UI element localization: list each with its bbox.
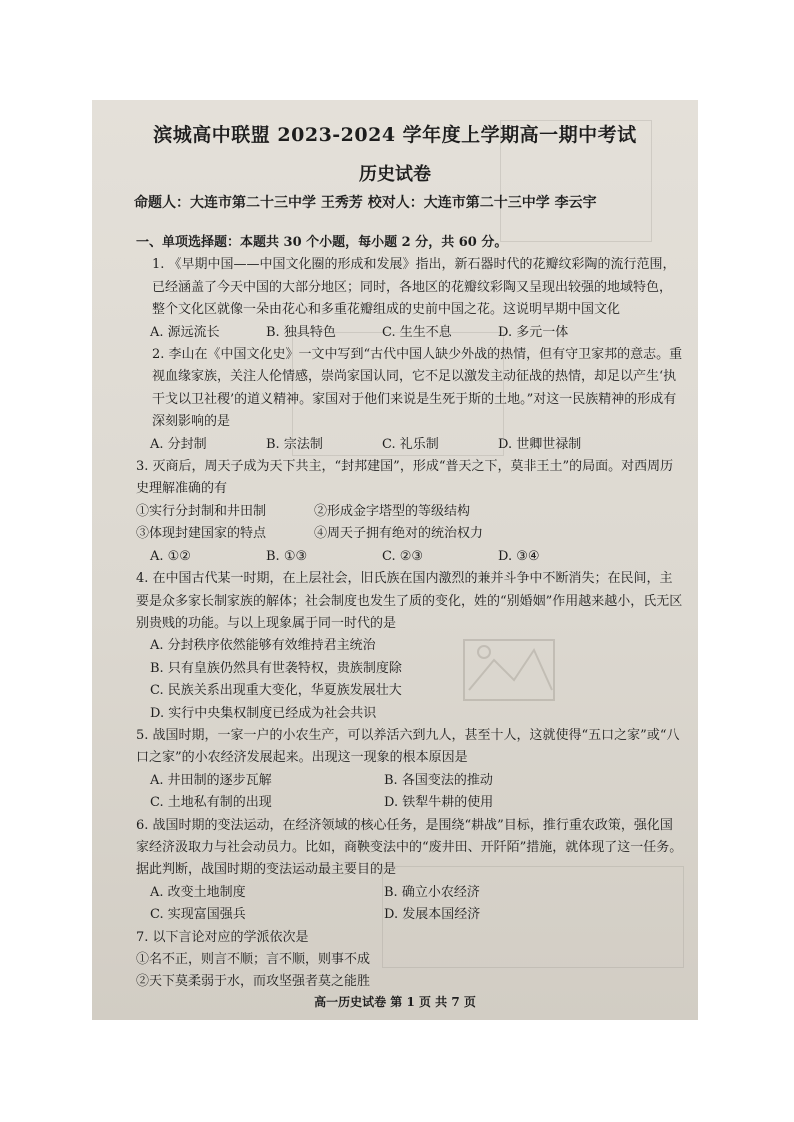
question-1-options — [136, 322, 684, 344]
question-3-statements-row1 — [136, 501, 684, 523]
question-2-stem: 2. 李山在《中国文化史》一文中写到“古代中国人缺少外战的热情，但有守卫家邦的意志。重视血缘家族，关注人伦情感，崇尚家国认同，它不足以激发主动征战的热情，却足以产生‘执干戈以卫社稷’的道义精神。家国对于他们来说是生死于斯的土地。”对这一民族精神的形成有深刻影响的是 — [152, 347, 683, 430]
question-5-options-row1 — [136, 770, 684, 792]
question-6-stem: 6. 战国时期的变法运动，在经济领域的核心任务，是围绕“耕战”目标，推行重农政策，强化国家经济汲取力与社会动员力。比如，商鞅变法中的“废井田、开阡陌”措施，就体现了这一任务。据此判断，战国时期的变法运动最主要目的是 — [136, 817, 683, 878]
option-c: C. 生生不息 — [382, 324, 452, 340]
option-c: C. 土地私有制的出现 — [150, 795, 272, 811]
question-1-stem: 1. 《早期中国——中国文化圈的形成和发展》指出，新石器时代的花瓣纹彩陶的流行范围，已经涵盖了今天中国的大部分地区；同时，各地区的花瓣纹彩陶又呈现出较强的地域特色，整个文化区就像一朵由花心和多重花瓣组成的史前中国之花。这说明早期中国文化 — [152, 257, 676, 318]
question-6-options-row2 — [136, 904, 684, 926]
statement-1: ①实行分封制和井田制 — [136, 503, 267, 519]
question-3-options — [136, 546, 684, 568]
statement-3: ③体现封建国家的特点 — [136, 526, 267, 542]
question-4-option-c: C. 民族关系出现重大变化，华夏族发展壮大 — [150, 683, 402, 699]
exam-subtitle: 历史试卷 — [359, 164, 431, 185]
question-7-statement-1: ①名不正，则言不顺；言不顺，则事不成 — [136, 952, 371, 967]
exam-authors: 命题人：大连市第二十三中学 王秀芳 校对人：大连市第二十三中学 李云宇 — [134, 195, 597, 211]
section-heading: 一、单项选择题：本题共 30 个小题，每小题 2 分，共 60 分。 — [136, 235, 508, 250]
question-4-option-b: B. 只有皇族仍然具有世袭特权，贵族制度除 — [150, 660, 402, 676]
option-a: A. 改变土地制度 — [150, 884, 246, 900]
option-a: A. 分封制 — [150, 436, 207, 452]
option-d: D. 多元一体 — [498, 324, 569, 340]
option-d: D. 世卿世禄制 — [498, 436, 582, 452]
question-6-options-row1 — [136, 882, 684, 904]
option-a: A. 源远流长 — [150, 324, 220, 340]
question-4-option-a: A. 分封秩序依然能够有效维持君主统治 — [150, 638, 376, 654]
option-b: B. 确立小农经济 — [384, 884, 480, 900]
option-a: A. 井田制的逐步瓦解 — [150, 772, 272, 788]
question-5-options-row2 — [136, 792, 684, 814]
exam-photo — [92, 100, 698, 1020]
exam-title: 滨城高中联盟 2023-2024 学年度上学期高一期中考试 — [153, 124, 637, 146]
question-list — [136, 232, 684, 994]
option-d: D. 发展本国经济 — [384, 907, 481, 923]
option-b: B. 各国变法的推动 — [384, 772, 493, 788]
question-7-stem: 7. 以下言论对应的学派依次是 — [136, 929, 309, 945]
option-d: D. 铁犁牛耕的使用 — [384, 795, 494, 811]
option-b: B. 独具特色 — [266, 324, 336, 340]
option-c: C. ②③ — [382, 548, 424, 564]
question-2-options — [136, 434, 684, 456]
option-d: D. ③④ — [498, 548, 540, 564]
option-b: B. ①③ — [266, 548, 308, 564]
option-c: C. 实现富国强兵 — [150, 907, 246, 923]
question-7-statement-2: ②天下莫柔弱于水，而攻坚强者莫之能胜 — [136, 974, 371, 990]
option-a: A. ①② — [150, 548, 191, 564]
option-b: B. 宗法制 — [266, 436, 323, 452]
exam-sheet — [92, 100, 698, 1020]
page-footer: 高一历史试卷 第 1 页 共 7 页 — [314, 995, 476, 1009]
question-3-stem: 3. 灭商后，周天子成为天下共主，“封邦建国”，形成“普天之下，莫非王土”的局面。对西周历史理解准确的有 — [136, 459, 674, 497]
question-5-stem: 5. 战国时期，一家一户的小农生产，可以养活六到九人，甚至十人，这就使得“五口之家”或“八口之家”的小农经济发展起来。出现这一现象的根本原因是 — [136, 727, 680, 766]
statement-4: ④周天子拥有绝对的统治权力 — [314, 526, 484, 542]
option-c: C. 礼乐制 — [382, 436, 439, 452]
question-3-statements-row2 — [136, 523, 684, 545]
question-4-option-d: D. 实行中央集权制度已经成为社会共识 — [150, 705, 377, 721]
statement-2: ②形成金字塔型的等级结构 — [314, 503, 471, 519]
question-4-stem: 4. 在中国古代某一时期，在上层社会，旧氏族在国内激烈的兼并斗争中不断消失；在民间，主要是众多家长制家族的解体；社会制度也发生了质的变化，姓的“别婚姻”作用越来越小，氏无区别贵贱的功能。与以上现象属于同一时代的是 — [136, 571, 683, 631]
